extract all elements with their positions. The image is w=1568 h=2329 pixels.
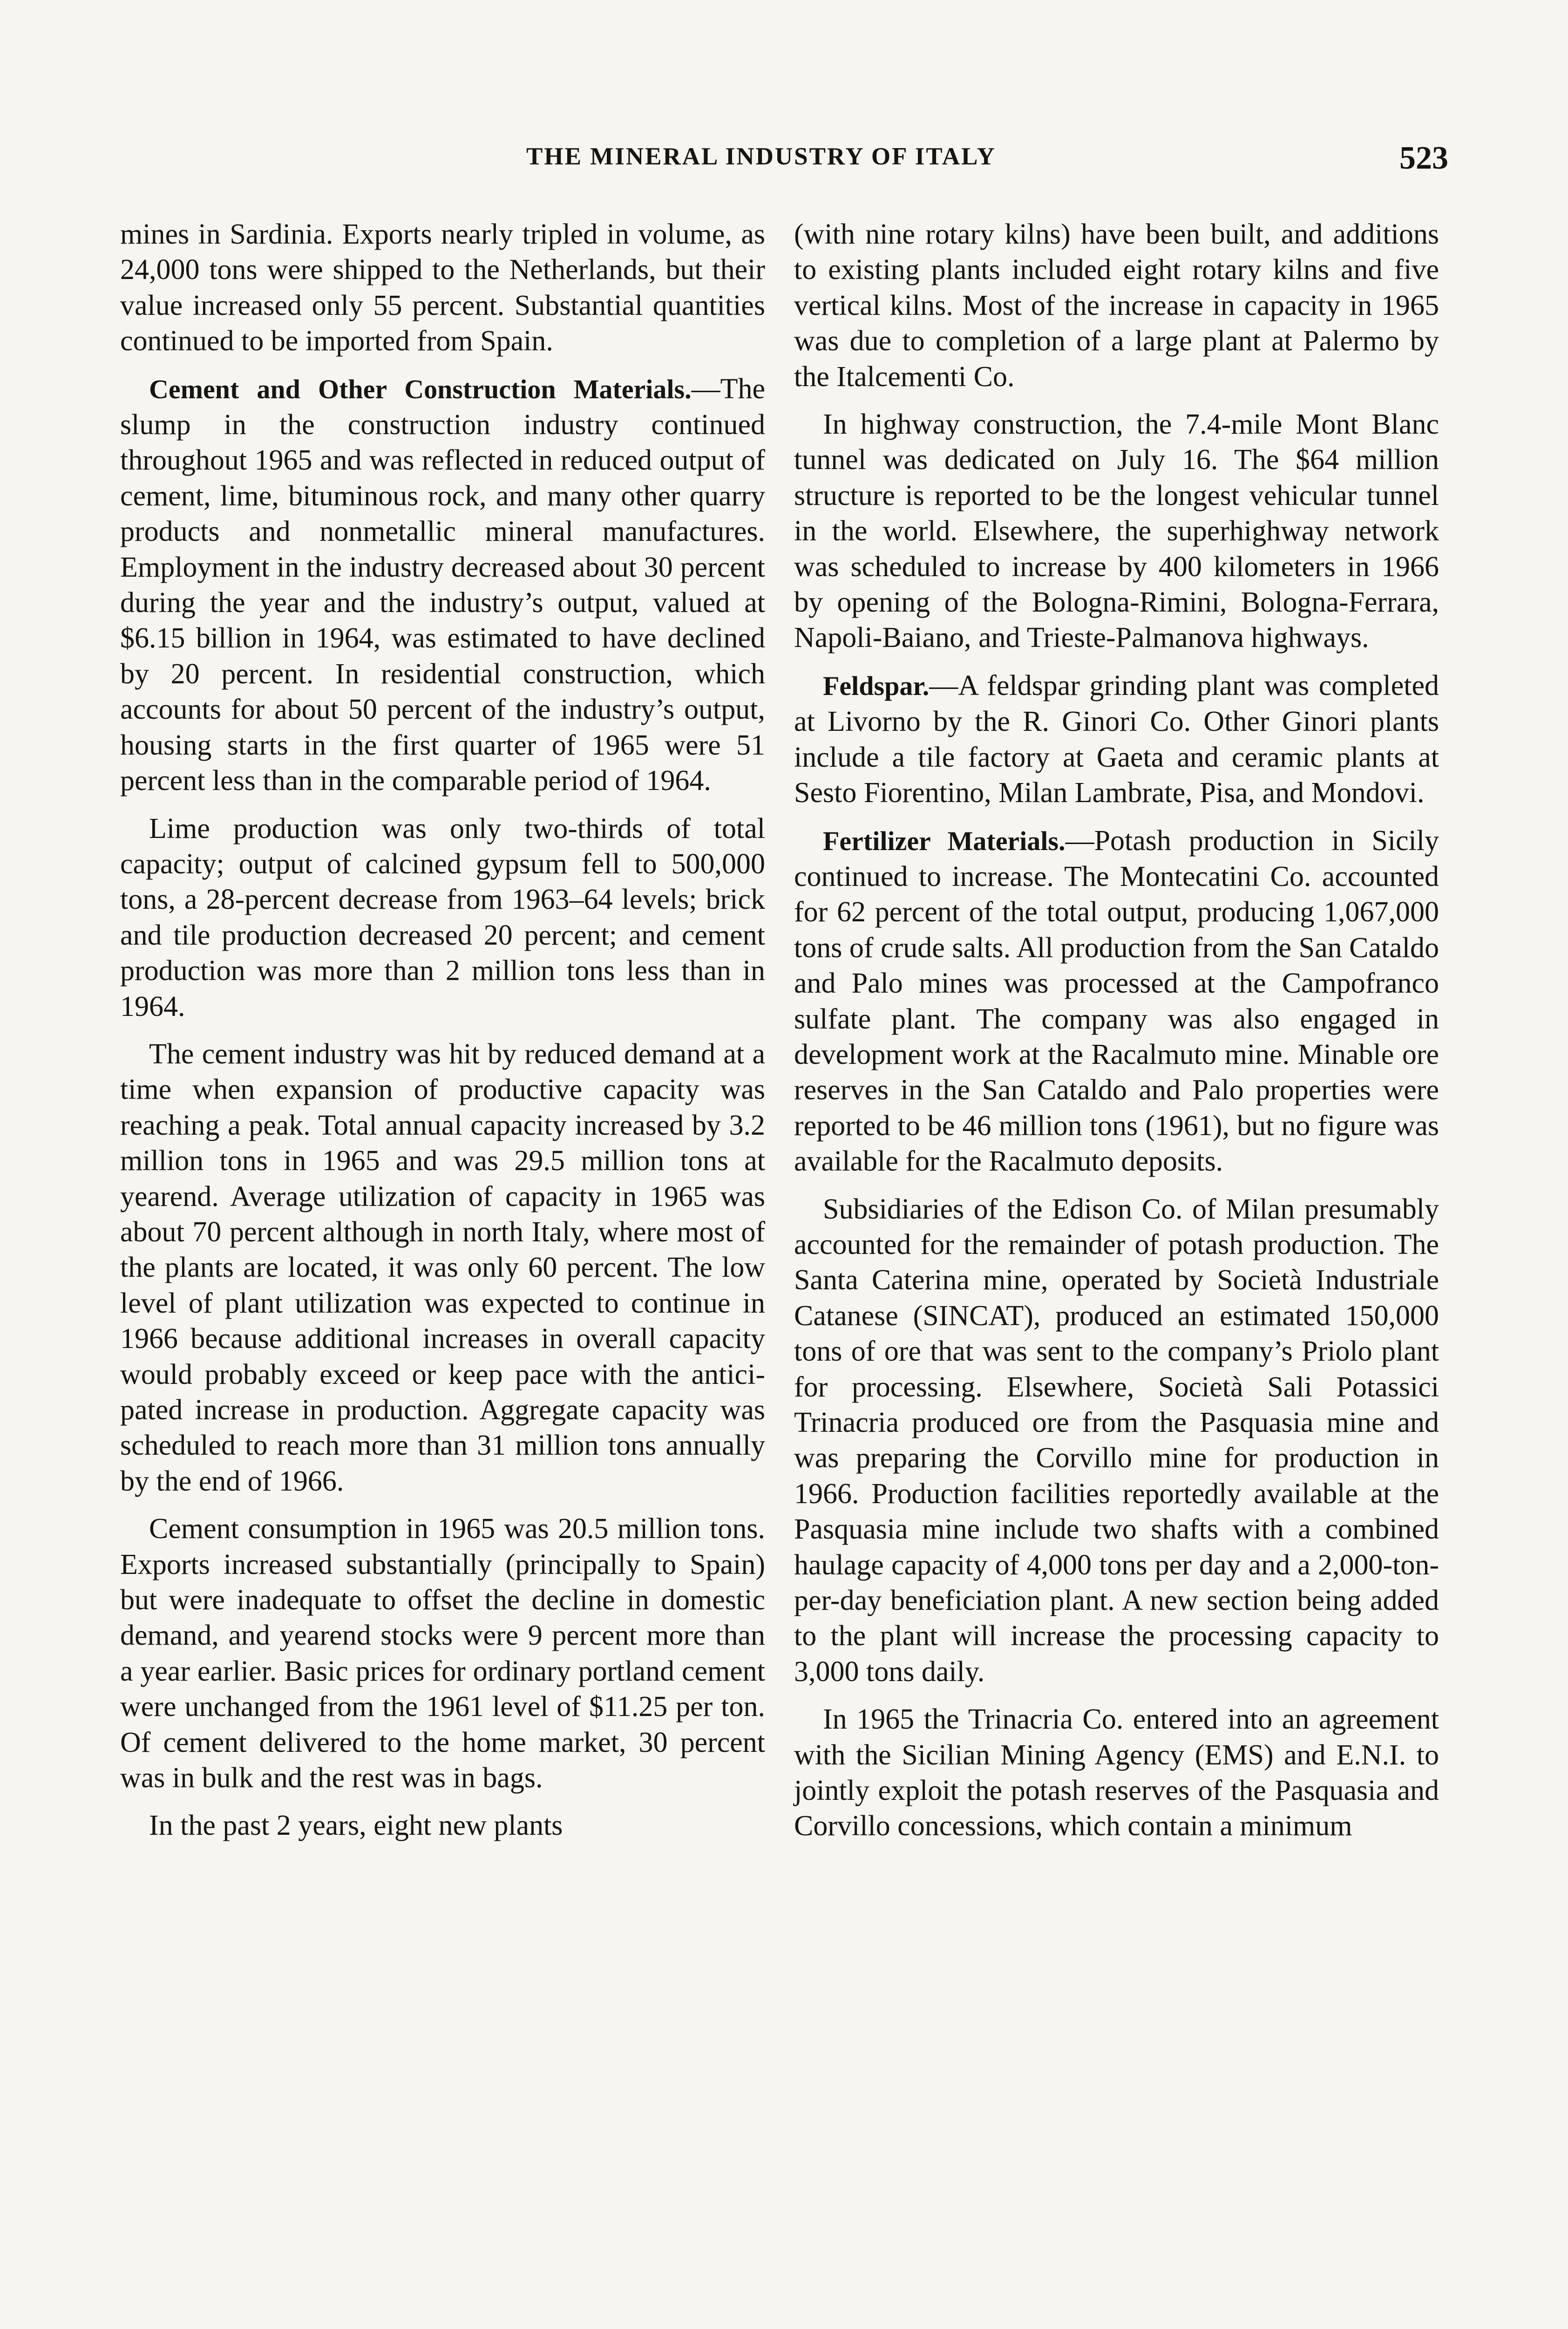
- paragraph-text: —A feldspar grinding plant was completed at Livorno by the R. Ginori Co. Other Ginori plants include a tile factory at Gaeta and ceramic plants at Sesto Fiorentino, Milan Lambrate, Pisa, and Mondovi.: [794, 669, 1439, 809]
- paragraph: Cement consumption in 1965 was 20.5 million tons. Exports increased substantially (principally to Spain) but were inadequate to offset the decline in domestic demand, and yearend stocks were 9 percent more than a year earlier. Basic prices for ordinary portland cement were unchanged from the 1961 level of $11.25 per ton. Of cement delivered to the home market, 30 percent was in bulk and the rest was in bags.: [120, 1513, 765, 1794]
- section-heading: Fertilizer Materials.: [823, 825, 1066, 856]
- paragraph-text: —Potash production in Sicily continued to increase. The Montecatini Co. accounted for 62 percent of the total output, producing 1,067,000 tons of crude salts. All production from the San Cataldo and Palo mines was processed at the Campofranco sulfate plant. The company was also engaged in development work at the Racalmuto mine. Minable ore reserves in the San Cataldo and Palo properties were reported to be 46 million tons (1961), but no figure was available for the Racalmuto deposits.: [794, 824, 1439, 1178]
- left-column: [120, 217, 765, 1844]
- running-head: THE MINERAL INDUSTRY OF ITALY: [526, 143, 996, 170]
- paragraph: In the past 2 years, eight new plants: [149, 1810, 563, 1842]
- paragraph-feldspar: [794, 668, 1439, 811]
- paragraph: Lime production was only two-thirds of total capacity; output of calcined gypsum fell to 500,000 tons, a 28-percent decrease from 1963–64 levels; brick and tile production decreased 20 percent; and cement production was more than 2 million tons less than in 1964.: [120, 812, 765, 1022]
- paragraph: (with nine rotary kilns) have been built, and additions to existing plants included eight rotary kilns and five vertical kilns. Most of the increase in capacity in 1965 was due to completion of a large plant at Palermo by the Italcementi Co.: [794, 218, 1439, 393]
- paragraph: The cement industry was hit by reduced demand at a time when expansion of productive capacity was reaching a peak. Total annual capacity increased by 3.2 million tons in 1965 and was 29.5 million tons at yearend. Average utilization of capacity in 1965 was about 70 percent although in north Italy, where most of the plants are located, it was only 60 percent. The low level of plant utilization was expected to continue in 1966 because additional increases in overall capacity would probably exceed or keep pace with the anticipated increase in production. Aggregate capacity was scheduled to reach more than 31 million tons annually by the end of 1966.: [120, 1038, 765, 1497]
- page-number: 523: [1399, 140, 1448, 176]
- right-column: [794, 217, 1439, 1844]
- paragraph-cement: [120, 371, 765, 799]
- page-header: [116, 140, 1448, 182]
- paragraph: In highway construction, the 7.4-mile Mont Blanc tunnel was dedicated on July 16. The $64 million structure is reported to be the longest vehicular tunnel in the world. Elsewhere, the superhighway network was scheduled to increase by 400 kilometers in 1966 by opening of the Bologna-Rimini, Bologna-Ferrara, Napoli-Baiano, and Trieste-Palmanova highways.: [794, 409, 1439, 654]
- paragraph-fertilizer: [794, 823, 1439, 1179]
- paragraph-text: —The slump in the construction industry continued throughout 1965 and was reflected in reduced output of cement, lime, bituminous rock, and many other quarry products and nonmetallic mineral manufactures. Employment in the industry decreased about 30 percent during the year and the industry’s output, valued at $6.15 billion in 1964, was estimated to have declined by 20 percent. In residential construction, which accounts for about 50 percent of the industry’s output, housing starts in the first quarter of 1965 were 51 percent less than in the comparable period of 1964.: [120, 373, 765, 797]
- paragraph: Subsidiaries of the Edison Co. of Milan presumably accounted for the remainder of potash production. The Santa Caterina mine, operated by Società Industriale Catanese (SINCAT), produced an estimated 150,000 tons of ore that was sent to the company’s Priolo plant for processing. Elsewhere, Società Sali Potassici Trinacria produced ore from the Pasquasia mine and was preparing the Corvillo mine for production in 1966. Production facilities reportedly available at the Pasquasia mine include two shafts with a combined haulage capacity of 4,000 tons per day and a 2,000-ton-per-day beneficiation plant. A new section being added to the plant will increase the processing capacity to 3,000 tons daily.: [794, 1193, 1439, 1688]
- section-heading: Cement and Other Construction Materials.: [149, 374, 692, 404]
- paragraph: In 1965 the Trinacria Co. entered into an agreement with the Sicilian Mining Agency (EMS) and E.N.I. to jointly exploit the potash reserves of the Pasquasia and Corvillo concessions, which contain a minimum: [794, 1703, 1439, 1842]
- paragraph: mines in Sardinia. Exports nearly tripled in volume, as 24,000 tons were shipped to the Netherlands, but their value increased only 55 percent. Substantial quantities continued to be imported from Spain.: [120, 218, 765, 357]
- section-heading: Feldspar.: [823, 670, 930, 701]
